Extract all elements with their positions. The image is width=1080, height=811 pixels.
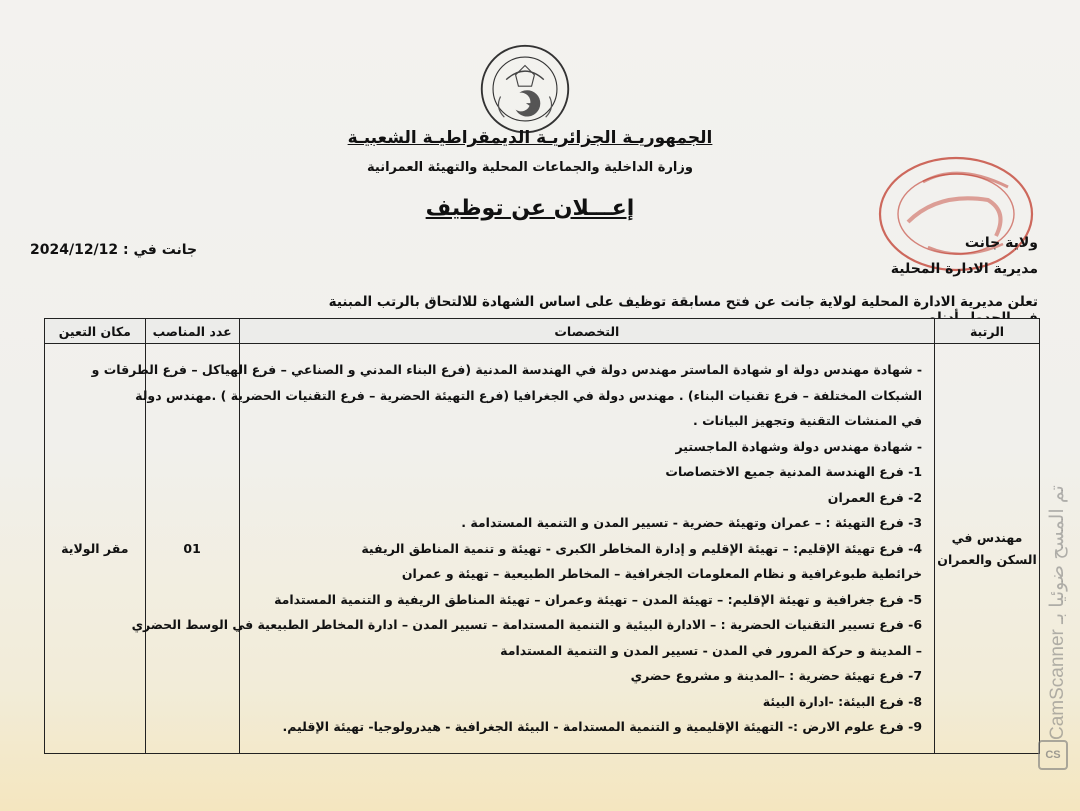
spec-line: 8- فرع البيئة: -ادارة البيئة <box>762 693 923 709</box>
spec-line: - شهادة مهندس دولة او شهادة الماستر مهندس دولة في الهندسة المدنية (فرع البناء المدني و الصناعي – فرع الهياكل – فرع الطرقات و <box>91 362 923 378</box>
spec-line: 4- فرع تهيئة الإقليم: – تهيئة الإقليم و إدارة المخاطر الكبرى - تهيئة و تنمية المناطق الريفية <box>361 540 923 556</box>
spec-line: 9- فرع علوم الارض :- التهيئة الإقليمية و التنمية المستدامة - البيئة الجغرافية - هيدرولوجيا- تهيئة الإقليم. <box>282 719 923 735</box>
location-cell: مقر الولاية <box>45 344 146 754</box>
header-location: مكان التعين <box>45 319 146 344</box>
spec-line: 1- فرع الهندسة المدنية جميع الاختصاصات <box>665 464 923 480</box>
issuer-block <box>891 230 1038 282</box>
place-and-date: جانت في : 2024/12/12 <box>30 242 198 258</box>
spec-line: خرائطية طبوغرافية و نظام المعلومات الجغرافية – المخاطر الطبيعية – تهيئة و عمران <box>401 566 923 582</box>
spec-line: - شهادة مهندس دولة وشهادة الماجستير <box>675 438 923 454</box>
header-positions: عدد المناصب <box>145 319 239 344</box>
issuer-directorate: مديرية الادارة المحلية <box>890 261 1038 277</box>
algeria-emblem-seal <box>478 42 572 136</box>
camscanner-badge-icon: CS <box>1038 740 1068 770</box>
intro-paragraph: تعلن مديرية الادارة المحلية لولاية جانت عن فتح مسابقة توظيف على اساس الشهادة للالتحاق بالرتب المبنية <box>328 294 1038 310</box>
spec-line: 6- فرع تسيير التقنيات الحضرية : – الادارة البيئية و التنمية المستدامة – تسيير المدن – ادارة المخاطر الطبيعية في الوسط الحضري <box>131 617 923 633</box>
header-specialties: التخصصات <box>239 319 934 344</box>
table-header-row <box>45 319 1040 344</box>
grade-cell <box>935 344 1040 754</box>
grade-line: مهندس في <box>951 529 1023 545</box>
recruitment-table <box>44 318 1040 754</box>
header-grade: الرتبة <box>935 319 1040 344</box>
scanner-watermark-text: CamScanner تم المسح ضوئيا بـ <box>1047 485 1068 740</box>
scanner-watermark <box>1036 360 1076 780</box>
republic-title: الجمهوريـة الجزائريـة الديمقراطيـة الشعبيـة <box>347 128 713 148</box>
announcement-title: إعـــلان عن توظيف <box>425 196 635 221</box>
issuer-wilaya: ولاية جانت <box>964 235 1038 251</box>
ministry-name: وزارة الداخلية والجماعات المحلية والتهيئة العمرانية <box>367 160 693 175</box>
spec-line: 5- فرع جغرافية و تهيئة الإقليم: – تهيئة المدن – تهيئة وعمران – تهيئة المناطق الريفية و التنمية المستدامة <box>274 591 923 607</box>
spec-line: 2- فرع العمران <box>827 489 923 505</box>
grade-line: السكن والعمران <box>937 551 1037 567</box>
positions-count: 01 <box>145 344 239 754</box>
spec-line: 7- فرع تهيئة حضرية : –المدينة و مشروع حضري <box>630 668 923 684</box>
spec-line: – المدينة و حركة المرور في المدن - تسيير المدن و التنمية المستدامة <box>500 642 923 658</box>
spec-line: 3- فرع التهيئة : – عمران وتهيئة حضرية - تسيير المدن و التنمية المستدامة . <box>461 515 923 531</box>
table-row <box>45 344 1040 754</box>
spec-line: الشبكات المختلفة – فرع تقنيات البناء) . مهندس دولة في الجغرافيا (فرع التهيئة الحضرية – فرع التقنيات الحضرية ) .مهندس دولة <box>135 387 923 403</box>
spec-line: في المنشات التقنية وتجهيز البيانات . <box>692 413 923 429</box>
